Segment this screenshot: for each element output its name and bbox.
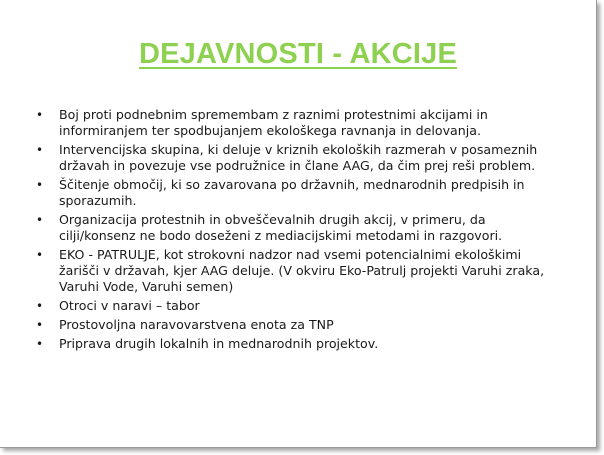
list-item [36,177,564,209]
bullet-icon: • [36,213,44,227]
bullet-icon: • [36,248,44,262]
list-item-text: Prostovoljna naravovarstvena enota za TNP [59,317,334,332]
list-item-text: Intervencijska skupina, ki deluje v kriznih ekoloških razmerah v posameznih državah in povezuje vse podružnice in člane AAG, da čim prej reši problem. [59,142,538,173]
bullet-icon: • [36,337,44,351]
list-item [36,247,564,295]
list-item-text: Priprava drugih lokalnih in mednarodnih projektov. [59,336,379,351]
list-item-text: EKO - PATRULJE, kot strokovni nadzor nad vsemi potencialnimi ekološkimi žarišči v državah, kjer AAG deluje. (V okviru Eko-Patrulj projekti Varuhi zraka, Varuhi Vode, Varuhi semen) [59,247,545,294]
bullet-icon: • [36,318,44,332]
bullet-icon: • [36,299,44,313]
list-item-text: Otroci v naravi – tabor [59,298,200,313]
slide-title: DEJAVNOSTI - AKCIJE [138,38,457,70]
bullet-icon: • [36,178,44,192]
list-item [36,336,564,352]
list-item [36,317,564,333]
list-item-text: Organizacija protestnih in obveščevalnih drugih akcij, v primeru, da cilji/konsenz ne bodo doseženi z mediacijskimi metodami in razgovori. [59,212,503,243]
bullet-icon: • [36,143,44,157]
list-item [36,298,564,314]
list-item [36,142,564,174]
list-item-text: Boj proti podnebnim spremembam z raznimi protestnimi akcijami in informiranjem ter spodbujanjem ekološkega ravnanja in delovanja. [59,107,488,138]
bullet-icon: • [36,108,44,122]
list-item-text: Ščitenje območij, ki so zavarovana po državnih, mednarodnih predpisih in sporazumih. [59,177,525,208]
list-item [36,107,564,139]
bullet-list [36,107,564,355]
list-item [36,212,564,244]
